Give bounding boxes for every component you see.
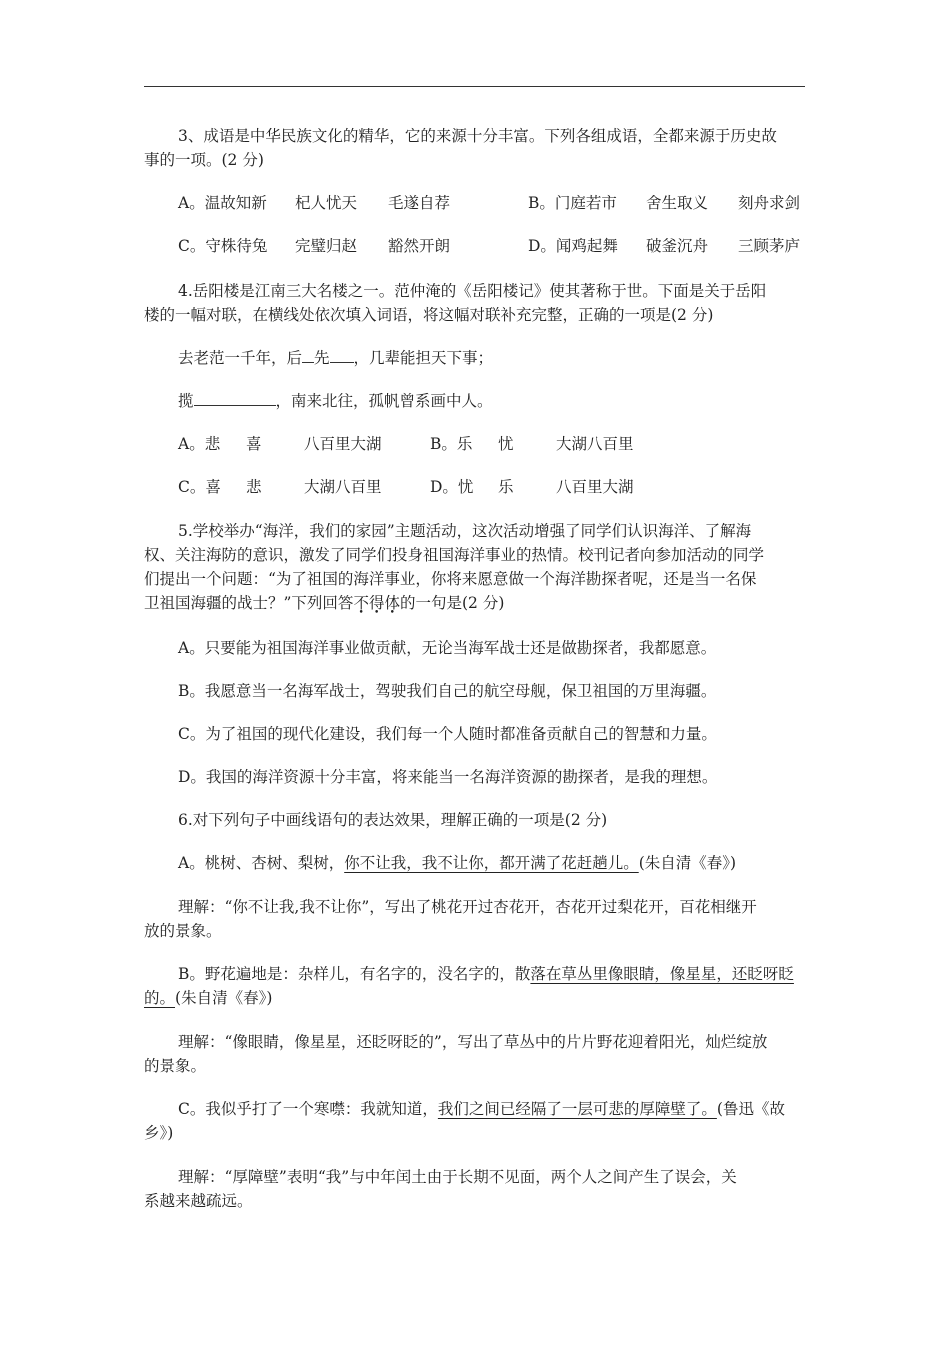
q3-option-a: A。温故知新 杞人忧天 毛遂自荐 (178, 194, 451, 212)
q3-option-d: D。闻鸡起舞 破釜沉舟 三顾茅庐 (528, 237, 801, 255)
emphasis-char: 体 (384, 594, 400, 612)
blank-2 (330, 346, 354, 363)
q4-couplet-line2: 揽 ，南来北往，孤帆曾系画中人。 (144, 389, 805, 413)
q4-stem-line1: 4.岳阳楼是江南三大名楼之一。范仲淹的《岳阳楼记》使其著称于世。下面是关于岳阳 (178, 282, 767, 300)
q3-stem-line1: 3、成语是中华民族文化的精华，它的来源十分丰富。下列各组成语，全都来源于历史故 (178, 127, 777, 145)
q3-option-b: B。门庭若市 舍生取义 刻舟求剑 (528, 194, 801, 212)
blank-3 (194, 389, 276, 406)
q4-option-d: D。忧 乐 八百里大湖 (430, 478, 634, 496)
emphasis-char: 不 (353, 594, 369, 612)
q6-option-c-line1: C。我似乎打了一个寒噤：我就知道，我们之间已经隔了一层可悲的厚障壁了。(鲁迅《故 (178, 1100, 785, 1118)
underlined-phrase: 的。 (144, 989, 176, 1007)
header-rule (144, 86, 805, 87)
q4-couplet-line1: 去老范一千年，后 先 ，几辈能担天下事； (144, 346, 805, 370)
q5-stem-line1: 5.学校举办“海洋，我们的家园”主题活动，这次活动增强了同学们认识海洋、了解海 (178, 522, 752, 540)
underlined-phrase: 你不让我，我不让你，都开满了花赶趟儿。 (344, 854, 639, 872)
q5-stem-line4: 卫祖国海疆的战士？”下列回答不得体的一句是(2 分) (144, 594, 505, 612)
q4-option-b: B。乐 忧 大湖八百里 (430, 435, 634, 453)
emphasis-char: 得 (368, 594, 385, 612)
q6-stem: 6.对下列句子中画线语句的表达效果，理解正确的一项是(2 分) (178, 811, 608, 829)
q6-a-explanation-line1: 理解：“你不让我,我不让你”，写出了桃花开过杏花开，杏花开过梨花开，百花相继开 (178, 898, 757, 916)
q5-stem-line2: 权、关注海防的意识，激发了同学们投身祖国海洋事业的热情。校刊记者向参加活动的同学 (144, 546, 765, 564)
q5-option-c: C。为了祖国的现代化建设，我们每一个人随时都准备贡献自己的智慧和力量。 (178, 725, 717, 743)
q4-option-a: A。悲 喜 八百里大湖 (178, 435, 382, 453)
underlined-phrase: 落在草丛里像眼睛，像星星，还眨呀眨 (530, 965, 794, 983)
q3-option-c: C。守株待兔 完璧归赵 豁然开朗 (178, 237, 451, 255)
q5-stem-line3: 们提出一个问题：“为了祖国的海洋事业，你将来愿意做一个海洋勘探者呢，还是当一名保 (144, 570, 757, 588)
q6-option-c-line2: 乡》) (144, 1124, 174, 1142)
q6-c-explanation-line2: 系越来越疏远。 (144, 1192, 253, 1210)
q4-stem-line2: 楼的一幅对联，在横线处依次填入词语，将这幅对联补充完整，正确的一项是(2 分) (144, 306, 714, 324)
q5-option-b: B。我愿意当一名海军战士，驾驶我们自己的航空母舰，保卫祖国的万里海疆。 (178, 682, 717, 700)
q6-b-explanation-line1: 理解：“像眼睛，像星星，还眨呀眨的”，写出了草丛中的片片野花迎着阳光，灿烂绽放 (178, 1033, 768, 1051)
q6-option-a: A。桃树、杏树、梨树，你不让我，我不让你，都开满了花赶趟儿。(朱自清《春》) (178, 854, 737, 872)
q4-option-c: C。喜 悲 大湖八百里 (178, 478, 382, 496)
underlined-phrase: 我们之间已经隔了一层可悲的厚障壁了。 (437, 1100, 717, 1118)
q3-stem-line2: 事的一项。(2 分) (144, 151, 264, 169)
q5-option-a: A。只要能为祖国海洋事业做贡献，无论当海军战士还是做勘探者，我都愿意。 (178, 639, 717, 657)
q6-option-b-line1: B。野花遍地是：杂样儿，有名字的，没名字的，散落在草丛里像眼睛，像星星，还眨呀眨 (178, 965, 794, 983)
q6-b-explanation-line2: 的景象。 (144, 1057, 207, 1075)
q5-option-d: D。我国的海洋资源十分丰富，将来能当一名海洋资源的勘探者，是我的理想。 (178, 768, 718, 786)
q6-c-explanation-line1: 理解：“厚障壁”表明“我”与中年闰土由于长期不见面，两个人之间产生了误会，关 (178, 1168, 737, 1186)
q6-option-b-line2: 的。(朱自清《春》) (144, 989, 273, 1007)
blank-1 (302, 346, 314, 363)
q6-a-explanation-line2: 放的景象。 (144, 922, 222, 940)
